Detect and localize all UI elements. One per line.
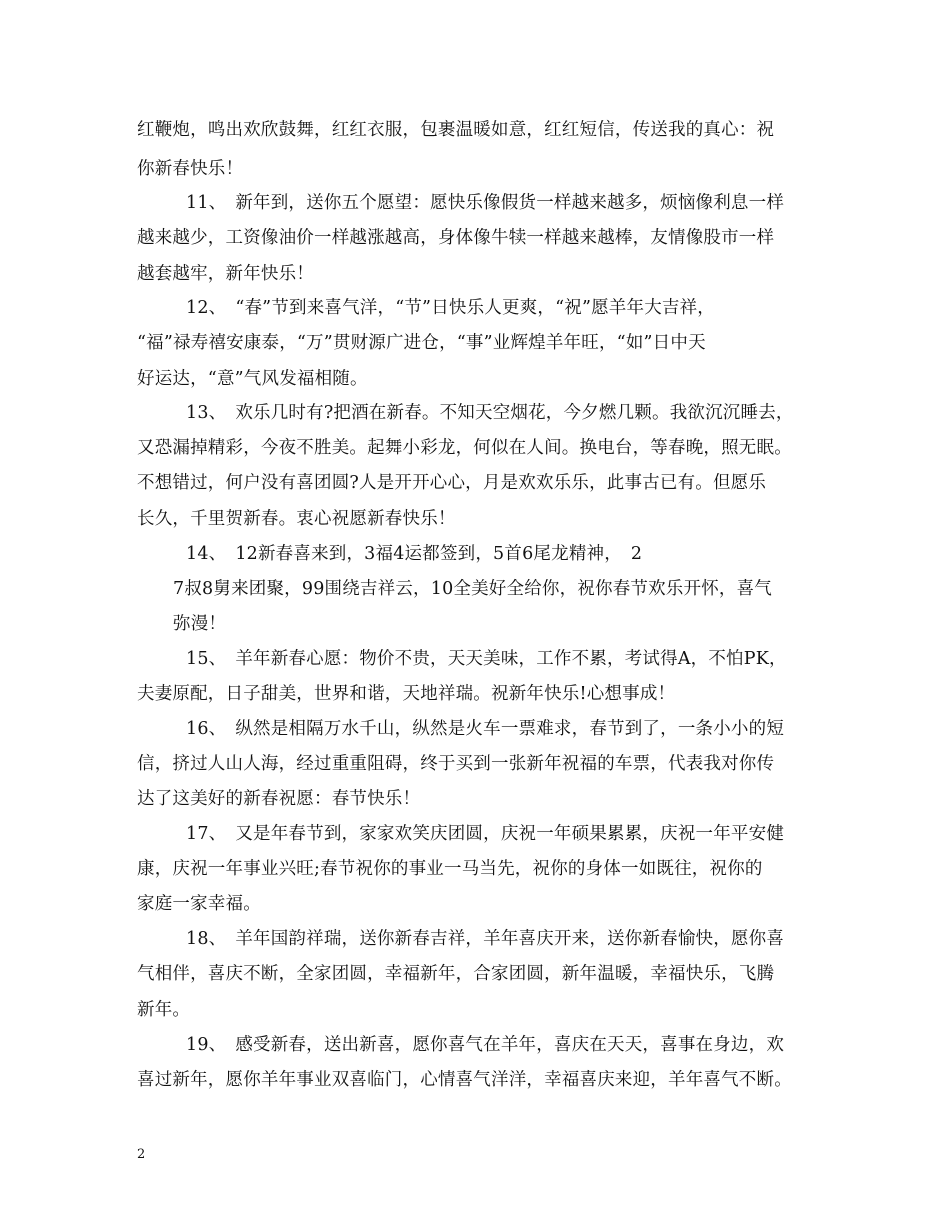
text-line: 不想错过，何户没有喜团圆?人是开开心心，月是欢欢乐乐，此事古已有。但愿乐 [137,473,767,493]
text-line: 18、 羊年国韵祥瑞，送你新春吉祥，羊年喜庆开来，送你新春愉快，愿你喜 [186,929,785,949]
text-line: 又恐漏掉精彩，今夜不胜美。起舞小彩龙，何似在人间。换电台，等春晚，照无眠。 [137,438,792,458]
text-line: 弥漫！ [173,614,227,634]
text-line: 12、 “春”节到来喜气洋，“节”日快乐人更爽，“祝”愿羊年大吉祥， [186,298,715,318]
text-line: “福”禄寿禧安康泰，“万”贯财源广进仓，“事”业辉煌羊年旺，“如”日中天 [137,333,706,353]
text-line: 15、 羊年新春心愿：物价不贵，天天美味，工作不累，考试得A，不怕PK， [186,649,787,669]
text-line: 达了这美好的新春祝愿：春节快乐！ [137,789,421,809]
text-line: 你新春快乐！ [137,159,244,179]
text-line: 家庭一家幸福。 [137,894,261,914]
text-line: 11、 新年到，送你五个愿望：愿快乐像假货一样越来越多，烦恼像利息一样 [186,193,785,213]
text-line: 气相伴，喜庆不断，全家团圆，幸福新年，合家团圆，新年温暖，幸福快乐，飞腾 [137,964,775,984]
text-line: 越套越牢，新年快乐！ [137,264,314,284]
text-line: 19、 感受新春，送出新喜，愿你喜气在羊年，喜庆在天天，喜事在身边，欢 [186,1035,785,1055]
page-number: 2 [137,1147,146,1162]
text-line: 红鞭炮，鸣出欢欣鼓舞，红红衣服，包裹温暖如意，红红短信，传送我的真心：祝 [137,120,775,140]
text-line: 喜过新年，愿你羊年事业双喜临门，心情喜气洋洋，幸福喜庆来迎，羊年喜气不断。 [137,1070,792,1090]
text-line: 信，挤过人山人海，经过重重阻碍，终于买到一张新年祝福的车票，代表我对你传 [137,754,775,774]
text-line: 康，庆祝一年事业兴旺;春节祝你的事业一马当先，祝你的身体一如既往，祝你的 [137,859,763,879]
text-line: 7叔8舅来团聚，99围绕吉祥云，10全美好全给你，祝你春节欢乐开怀，喜气 [173,579,773,599]
text-line: 长久，千里贺新春。衷心祝愿新春快乐！ [137,509,456,529]
text-line: 16、 纵然是相隔万水千山，纵然是火车一票难求，春节到了，一条小小的短 [186,719,785,739]
text-line: 夫妻原配，日子甜美，世界和谐，天地祥瑞。祝新年快乐!心想事成！ [137,684,676,704]
text-line: 17、 又是年春节到，家家欢笑庆团圆，庆祝一年硕果累累，庆祝一年平安健 [186,824,785,844]
text-line: 14、 12新春喜来到，3福4运都签到，5首6尾龙精神， 2 [186,544,643,564]
text-line: 新年。 [137,1000,191,1020]
text-line: 好运达，“意”气风发福相随。 [137,369,368,389]
text-line: 越来越少，工资像油价一样越涨越高，身体像牛犊一样越来越棒，友情像股市一样 [137,228,775,248]
text-line: 13、 欢乐几时有?把酒在新春。不知天空烟花，今夕燃几颗。我欲沉沉睡去， [186,403,794,423]
